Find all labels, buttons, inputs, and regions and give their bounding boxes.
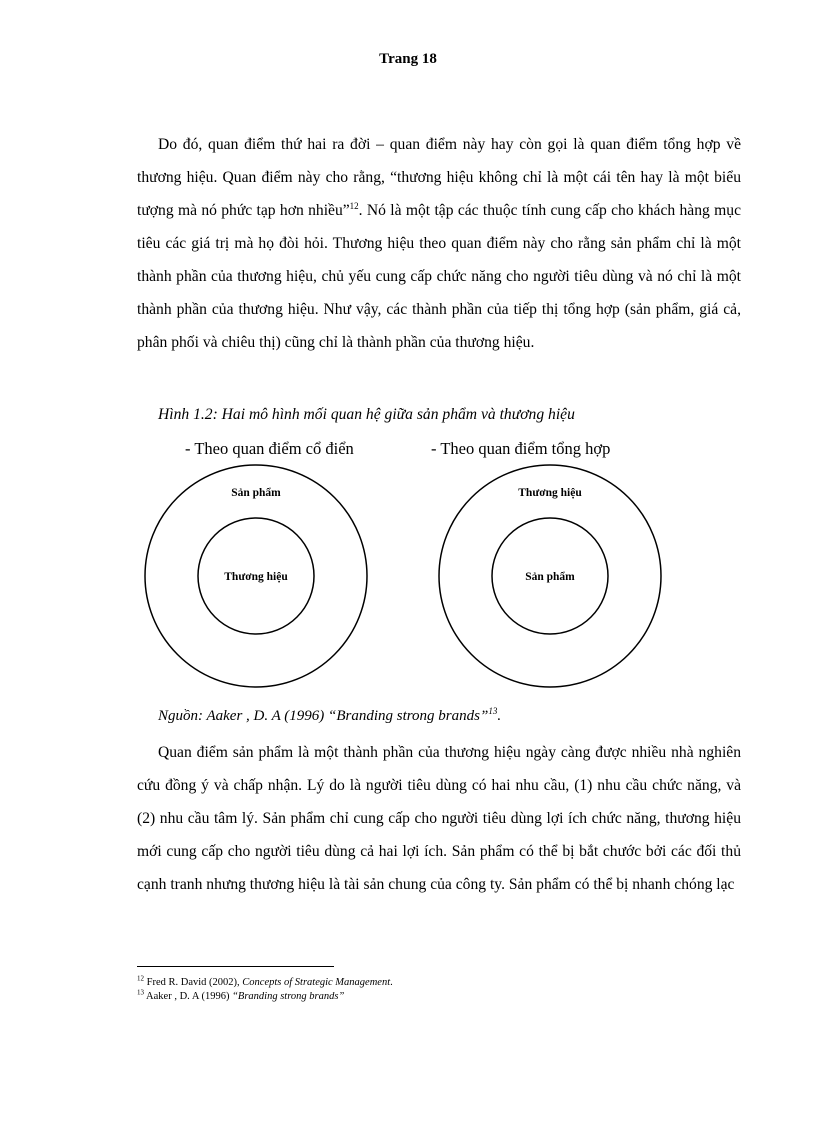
footnote-author: Fred R. David (2002), <box>146 977 243 988</box>
source-text: Nguồn: Aaker , D. A (1996) “Branding strong brands” <box>158 708 489 724</box>
footnote-title: “Branding strong brands” <box>232 991 345 1002</box>
page-header: Trang 18 <box>379 51 437 67</box>
footnote-ref: 12 <box>349 200 359 211</box>
inner-label: Sản phẩm <box>525 571 575 583</box>
paragraph-text: Do đó, quan điểm thứ hai ra đời – quan điểm này hay còn gọi là quan điểm tổng hợp về thương hiệu. Quan điểm này cho rằng, “thương hiệu không chỉ là một cái tên hay là một biểu tượng mà nó phức tạp hơn nhiều” <box>137 136 741 219</box>
figure-source <box>158 708 501 725</box>
footnote-end: . <box>390 977 393 988</box>
figure-caption: Hình 1.2: Hai mô hình mối quan hệ giữa sản phẩm và thương hiệu <box>158 406 575 423</box>
footnote-author: Aaker , D. A (1996) <box>146 991 233 1002</box>
integrated-view-label: - Theo quan điểm tổng hợp <box>431 439 611 458</box>
footnote-number: 13 <box>137 988 144 997</box>
footnote-title: Concepts of Strategic Management <box>242 977 391 988</box>
paragraph-text: . Nó là một tập các thuộc tính cung cấp cho khách hàng mục tiêu các giá trị mà họ đòi hỏi. Thương hiệu theo quan điểm này cho rằng sản phẩm chỉ là một thành phần của thương hiệu, chủ yếu cung cấp chức năng cho người tiêu dùng và nó chỉ là một thành phần của thương hiệu. Như vậy, các thành phần của tiếp thị tổng hợp (sản phẩm, giá cả, phân phối và chiêu thị) cũng chỉ là thành phần của thương hiệu. <box>137 202 741 351</box>
body-paragraph: Quan điểm sản phẩm là một thành phần của thương hiệu ngày càng được nhiều nhà nghiên cứu đồng ý và chấp nhận. Lý do là người tiêu dùng có hai nhu cầu, (1) nhu cầu chức năng, và (2) nhu cầu tâm lý. Sản phẩm chỉ cung cấp cho người tiêu dùng lợi ích chức năng, thương hiệu mới cung cấp cho người tiêu dùng cả hai lợi ích. Sản phẩm có thể bị bắt chước bởi các đối thủ cạnh tranh nhưng thương hiệu là tài sản chung của công ty. Sản phẩm có thể bị nhanh chóng lạc <box>137 744 741 893</box>
footnotes <box>137 976 737 1004</box>
footnote-ref: 13 <box>488 706 498 716</box>
footnote-number: 12 <box>137 974 144 983</box>
integrated-model <box>439 465 661 687</box>
footnote <box>137 990 737 1004</box>
classic-model <box>145 465 367 687</box>
classic-view-label: - Theo quan điểm cổ điển <box>185 439 354 458</box>
source-end: . <box>497 708 502 724</box>
outer-label: Sản phẩm <box>231 487 281 499</box>
footnote <box>137 976 737 990</box>
inner-label: Thương hiệu <box>224 571 288 583</box>
outer-label: Thương hiệu <box>518 487 582 499</box>
footnote-divider <box>137 966 334 967</box>
